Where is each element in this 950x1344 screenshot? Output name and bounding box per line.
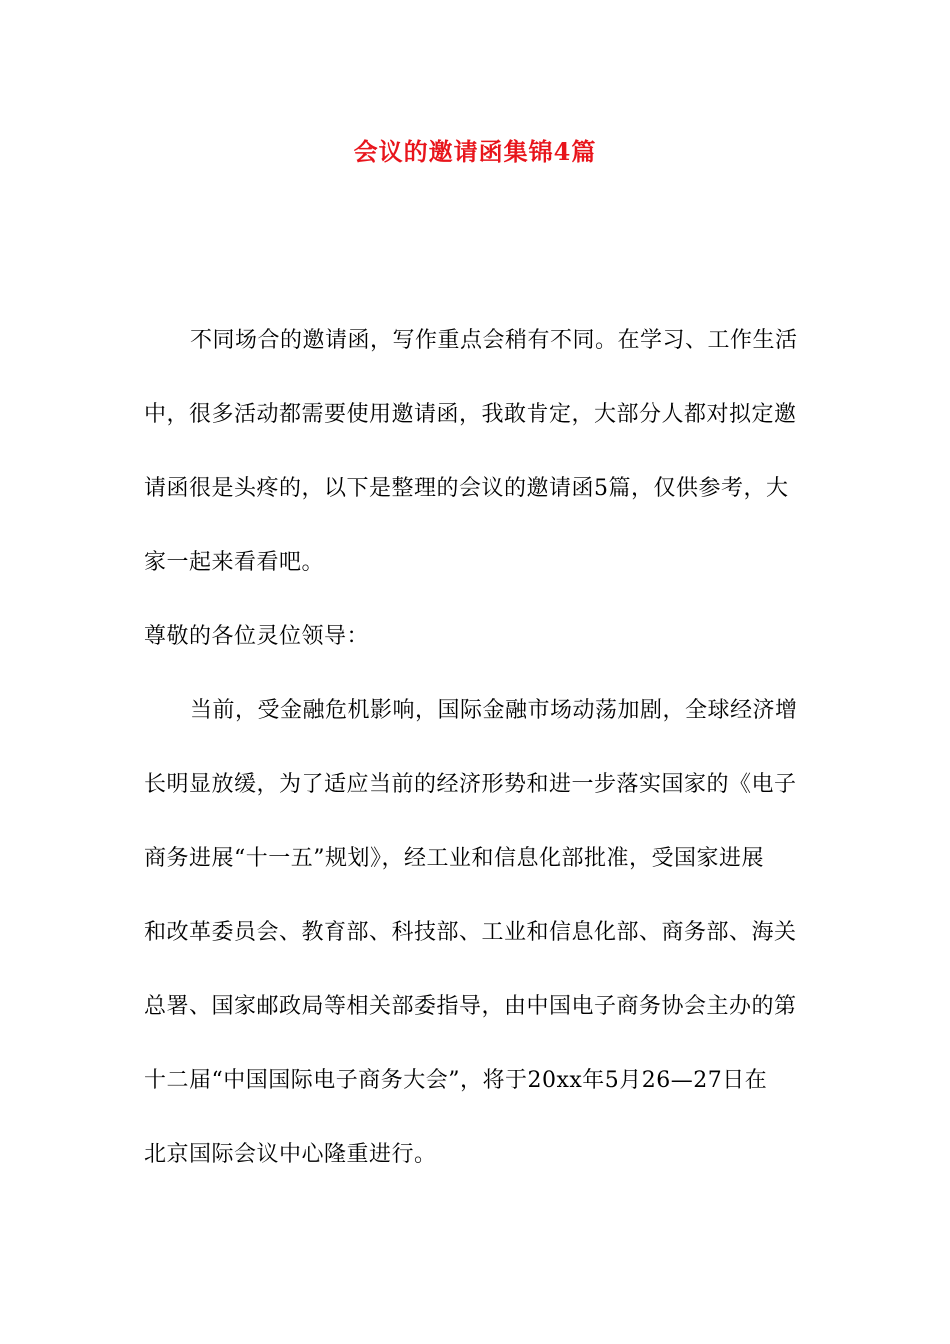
paragraph-2-line-4: 和改革委员会、教育部、科技部、工业和信息化部、商务部、海关 xyxy=(144,920,797,945)
salutation: 尊敬的各位灵位领导： xyxy=(144,624,370,649)
document-title: 会议的邀请函集锦4篇 xyxy=(353,137,597,166)
paragraph-2-line-3: 商务进展“十一五”规划》，经工业和信息化部批准，受国家进展 xyxy=(144,846,764,871)
paragraph-2-line-7: 北京国际会议中心隆重进行。 xyxy=(144,1142,437,1167)
paragraph-2-line-1: 当前，受金融危机影响，国际金融市场动荡加剧，全球经济增 xyxy=(190,698,798,723)
paragraph-2-line-6: 十二届“中国国际电子商务大会”，将于20xx年5月26—27日在 xyxy=(144,1068,768,1093)
paragraph-1-line-4: 家一起来看看吧。 xyxy=(144,550,325,575)
paragraph-1-line-1: 不同场合的邀请函，写作重点会稍有不同。在学习、工作生活 xyxy=(190,328,798,353)
paragraph-2-line-5: 总署、国家邮政局等相关部委指导，由中国电子商务协会主办的第 xyxy=(144,994,797,1019)
paragraph-1-line-3: 请函很是头疼的，以下是整理的会议的邀请函5篇，仅供参考，大 xyxy=(144,476,789,501)
paragraph-1-line-2: 中，很多活动都需要使用邀请函，我敢肯定，大部分人都对拟定邀 xyxy=(144,402,797,427)
paragraph-2-line-2: 长明显放缓，为了适应当前的经济形势和进一步落实国家的《电子 xyxy=(144,772,797,797)
